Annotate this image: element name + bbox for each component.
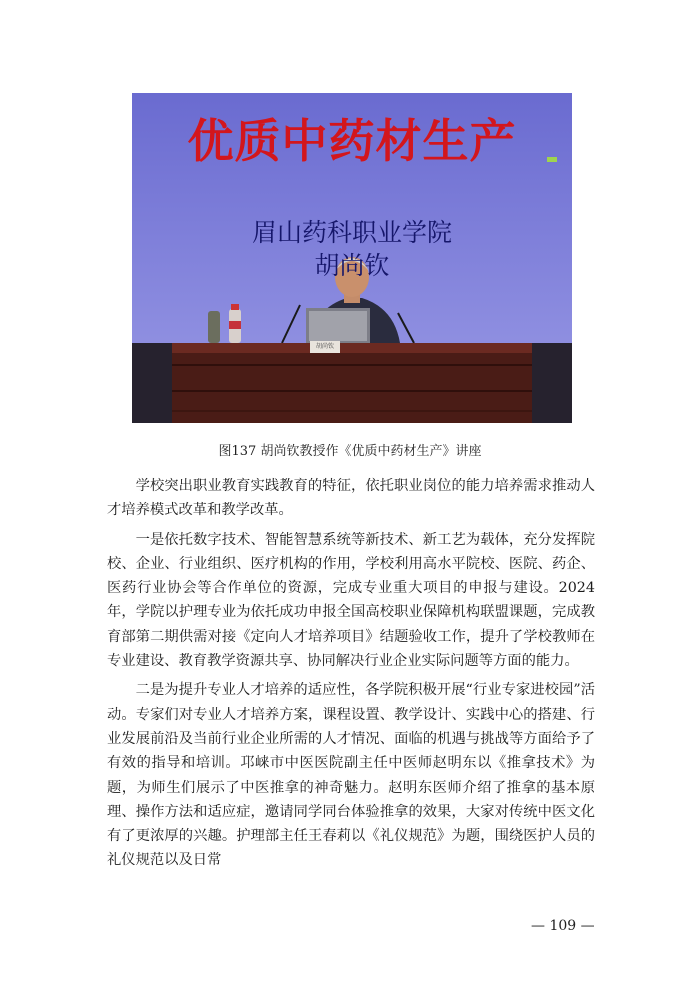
paragraph-first-measure: 一是依托数字技术、智能智慧系统等新技术、新工艺为载体，充分发挥院校、企业、行业组织、医疗机构的作用，学校利用高水平院校、医院、药企、医药行业协会等合作单位的资源，完成专业重大项目的申报与建设。2024年，学院以护理专业为依托成功申报全国高校职业保障机构联盟课题，完成教育部第二期供需对接《定向人才培养项目》结题验收工作，提升了学校教师在专业建设、教育教学资源共享、协同解决行业企业实际问题等方面的能力。 — [107, 531, 595, 670]
slide-presenter-name: 胡尚钦 — [314, 251, 390, 280]
lecture-photo — [132, 93, 572, 423]
paragraph-intro: 学校突出职业教育实践教育的特征，依托职业岗位的能力培养需求推动人才培养模式改革和教学改革。 — [107, 478, 595, 519]
body-text — [107, 474, 595, 878]
slide-title: 优质中药材生产 — [187, 114, 517, 168]
page-number: — 109 — — [531, 918, 595, 934]
figure-caption: 图137 胡尚钦教授作《优质中药材生产》讲座 — [218, 444, 482, 459]
slide-institution: 眉山药科职业学院 — [251, 218, 452, 247]
paragraph-second-measure: 二是为提升专业人才培养的适应性，各学院积极开展“行业专家进校园”活动。专家们对专业人才培养方案，课程设置、教学设计、实践中心的搭建、行业发展前沿及当前行业企业所需的人才情况、面临的机遇与挑战等方面给予了有效的指导和培训。邛崃市中医医院副主任中医师赵明东以《推拿技术》为题，为师生们展示了中医推拿的神奇魅力。赵明东医师介绍了推拿的基本原理、操作方法和适应症，邀请同学同台体验推拿的效果，大家对传统中医文化有了更浓厚的兴趣。护理部主任王春莉以《礼仪规范》为题，围绕医护人员的礼仪规范以及日常 — [107, 682, 595, 869]
desk-nameplate: 胡尚钦 — [310, 341, 340, 353]
